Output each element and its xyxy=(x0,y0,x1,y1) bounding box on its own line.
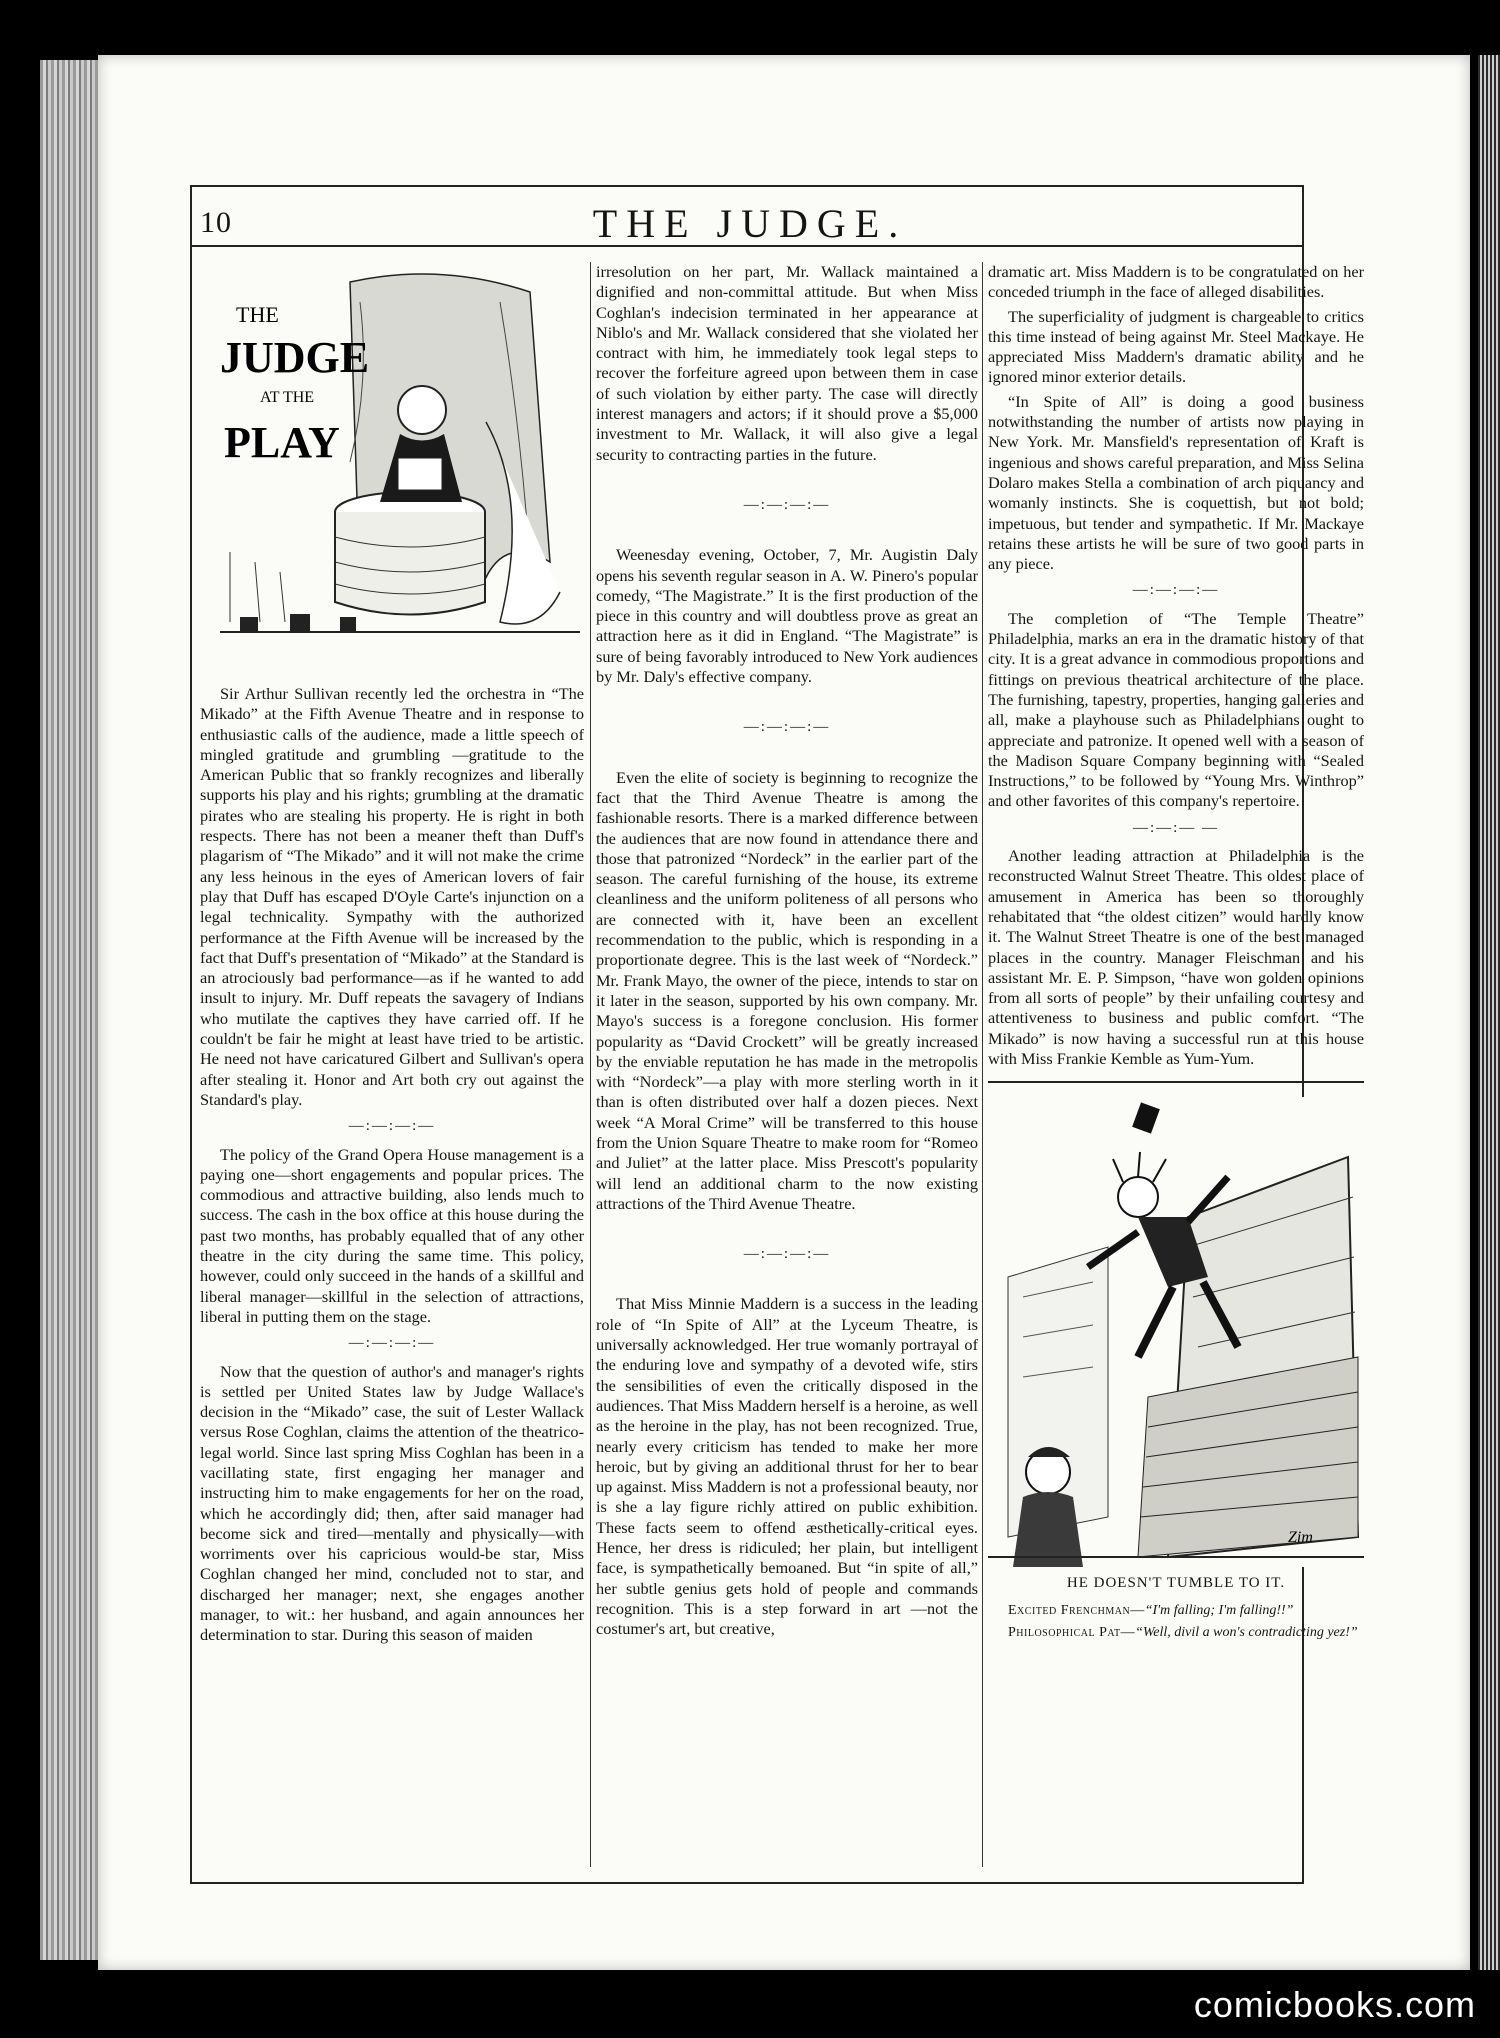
cartoon-caption-line xyxy=(988,1624,1364,1642)
article-paragraph: irresolution on her part, Mr. Wallack maintained a dignified and non-committal attitude. But when Miss Coghlan's indecision terminated in her appearance at Niblo's and Mr. Wallack considered that she violated her contract with him, he immediately took legal steps to recover the forfeiture agreed upon between them in case of such violation by either party. The case will directly interest managers and actors; if it should prove a $5,000 investment to Mr. Wallack, it will also give a legal security to contracting parties in the future. xyxy=(596,262,978,464)
illustration-lettering: THE xyxy=(236,302,279,327)
column-rule xyxy=(590,262,591,1867)
illustration-lettering: AT THE xyxy=(260,389,315,406)
site-watermark: comicbooks.com xyxy=(1193,1984,1476,2025)
section-separator: —:—:— — xyxy=(1132,819,1220,836)
cartoon-caption-line xyxy=(988,1602,1364,1620)
section-separator: —:—:—:— xyxy=(743,496,831,513)
article-paragraph: The superficiality of judgment is chargeable to critics this time instead of being against Mr. Steel Mackaye. He appreciated Miss Maddern's dramatic ability and he ignored minor exterior details. xyxy=(988,306,1364,387)
article-paragraph: dramatic art. Miss Maddern is to be congratulated on her conceded triumph in the face of alleged disabilities. xyxy=(988,262,1364,302)
section-separator: —:—:—:— xyxy=(743,1246,831,1263)
caption-speaker: Philosophical Pat— xyxy=(1008,1624,1136,1640)
page-edge xyxy=(1478,55,1500,1970)
column-1 xyxy=(200,262,584,1862)
section-separator: —:—:—:— xyxy=(348,1335,436,1352)
caption-speaker: Excited Frenchman— xyxy=(1008,1602,1145,1618)
article-paragraph: Sir Arthur Sullivan recently led the orchestra in “The Mikado” at the Fifth Avenue Theatre and in response to enthusiastic calls of the audience, made a little speech of mingled gratitude and grumbling —gratitude to the American Public that so frankly recognizes and liberally supports his play and his rights; grumbling at the dramatic pirates who are stealing his property. He is right in both respects. There has not been a meaner theft than Duff's plagarism of “The Mikado” and it will not make the crime any less heinous in the eyes of American lovers of fair play that Duff has escaped D'Oyle Carte's injunction on a legal technicality. Sympathy with the authorized performance at the Fifth Avenue will be increased by the fact that Duff's presentation of “Mikado” at the Standard is an atrociously bad performance—as if he wanted to add insult to injury. Mr. Duff repeats the savagery of Indians who mutilate the captives they have carried off. If he couldn't be fair he might at least have tried to be artistic. He need not have caricatured Gilbert and Sullivan's opera after stealing it. Honor and Art both cry out against the Standard's play. xyxy=(200,684,584,1109)
article-paragraph: Now that the question of author's and manager's rights is settled per United States law by Judge Wallace's decision in the “Mikado” case, the suit of Lester Wallack versus Rose Coghlan, claims the attention of the theatrico-legal world. Since last spring Miss Coghlan has been in a vacillating state, first engaging her manager and instructing him to make engagements for her on the road, which he accordingly did; then, after said manager had become sick and tired—mentally and physically—with worriments over his capricious would-be star, Miss Coghlan changed her mind, concluded not to star, and discharged her manager; next, she engages another manager, to wit.: her husband, and again announces her determination to star. During this season of maiden xyxy=(200,1361,584,1645)
article-paragraph: Weenesday evening, October, 7, Mr. Augistin Daly opens his seventh regular season in A. W. Pinero's popular comedy, “The Magistrate.” It is the first production of the piece in this country and will doubtless prove as great an attraction here as it did in England. “The Magistrate” is sure of being favorably introduced to New York audiences by Mr. Daly's effective company. xyxy=(596,545,978,687)
illustration-lettering: PLAY xyxy=(224,418,340,467)
caption-text: “Well, divil a won's contradicting yez!” xyxy=(1135,1624,1358,1640)
page-number: 10 xyxy=(200,206,232,239)
article-paragraph: Another leading attraction at Philadelphia is the reconstructed Walnut Street Theatre. This oldest place of amusement in America has been so thoroughly rehabitated that “the oldest citizen” would hardly know it. The Walnut Street Theatre is one of the best managed places in the country. Manager Fleischman and his assistant Mr. E. P. Simpson, “have won golden opinions from all sorts of people” by their unfailing courtesy and attentiveness to business and public comfort. “The Mikado” is now having a successful run at this house with Miss Frankie Kemble as Yum-Yum. xyxy=(988,846,1364,1068)
illustration-lettering: JUDGE xyxy=(220,333,370,382)
artist-signature: Zim xyxy=(1288,1529,1313,1547)
article-paragraph: The completion of “The Temple Theatre” Philadelphia, marks an era in the dramatic history of that city. It is a great advance in commodious proportions and fittings on previous theatrical architecture of the place. The furnishing, tapestry, properties, hanging galleries and all, make a playhouse such as Philadelphians ought to appreciate and patronize. It opened well with a season of the Madison Square Company beginning with “Sealed Instructions,” to be followed by “Young Mrs. Winthrop” and other favorites of this company's repertoire. xyxy=(988,608,1364,811)
cartoon-rule xyxy=(988,1081,1364,1083)
masthead-title: THE JUDGE. xyxy=(592,201,908,246)
section-separator: —:—:—:— xyxy=(348,1118,436,1135)
caption-text: “I'm falling; I'm falling!!” xyxy=(1144,1602,1294,1618)
article-paragraph: The policy of the Grand Opera House management is a paying one—short engagements and popular prices. The commodious and attractive building, also lends much to success. The cash in the box office at this house during the past two months, has probably equalled that of any other theatre in the city during the same time. This policy, however, could only succeed in the hands of a skillful and liberal manager—skillful in the selection of attractions, liberal in putting them on the stage. xyxy=(200,1144,584,1326)
cartoon-title: HE DOESN'T TUMBLE TO IT. xyxy=(1066,1575,1286,1592)
article-paragraph: That Miss Minnie Maddern is a success in the leading role of “In Spite of All” at the Lyceum Theatre, is universally acknowledged. Her true womanly portrayal of the enduring love and sympathy of a devoted wife, stirs the sensibilities of even the critically disposed in the audiences. That Miss Maddern herself is a heroine, as well as the heroine in the play, has not been recognized. True, nearly every criticism has tended to make her more heroic, but by giving an additional thrust for her to bear up against. Miss Maddern is not a professional beauty, nor is she a lay figure richly attired on public exhibition. These facts seem to offend æsthetically-critical eyes. Hence, her dress is ridiculed; her plain, but intelligent face, is sympathetically bemoaned. But “in spite of all,” her subtle genius gets hold of people and commands recognition. This is a step forward in art —not the costumer's art, but creative, xyxy=(596,1294,978,1639)
article-paragraph: Even the elite of society is beginning to recognize the fact that the Third Avenue Theatre is among the fashionable resorts. There is a marked difference between the audiences that are now found in attendance there and those that patronized “Nordeck” in the earlier part of the season. The careful furnishing of the house, its extreme cleanliness and the uniform politeness of all persons who are connected with it, have been an excellent recommendation to the public, which is responding in a proportionate degree. This is the last week of “Nordeck.” Mr. Frank Mayo, the owner of the piece, intends to star on it later in the season, supported by his own company. Mr. Mayo's success is a foregone conclusion. His former popularity as “David Crockett” will be greatly increased by the enviable reputation he has made in the metropolis with “Nordeck”—a play with more sterling worth in it than is often distributed over half a dozen pieces. Next week “A Moral Crime” will be transferred to this house from the Union Square Theatre to make room for “Romeo and Juliet” at the latter place. Miss Prescott's popularity will lend an additional charm to the now existing attractions of the Third Avenue Theatre. xyxy=(596,767,978,1213)
column-rule xyxy=(982,262,983,1867)
section-separator: —:—:—:— xyxy=(743,719,831,736)
judge-at-the-play-illustration xyxy=(200,262,584,672)
section-separator: —:—:—:— xyxy=(1132,582,1220,599)
article-paragraph: “In Spite of All” is doing a good business notwithstanding the number of artists now playing in New York. Mr. Mansfield's representation of Kraft is ingenious and shows careful preparation, and Miss Selina Dolaro makes Stella a combination of arch piquancy and womanly instincts. She is coquettish, but not bold; impetuous, but tender and sympathetic. If Mr. Mackaye retains these artists he will be sure of two good parts in any piece. xyxy=(988,391,1364,574)
column-3 xyxy=(988,262,1364,1862)
falling-frenchman-cartoon xyxy=(988,1097,1364,1567)
column-2 xyxy=(596,262,978,1862)
